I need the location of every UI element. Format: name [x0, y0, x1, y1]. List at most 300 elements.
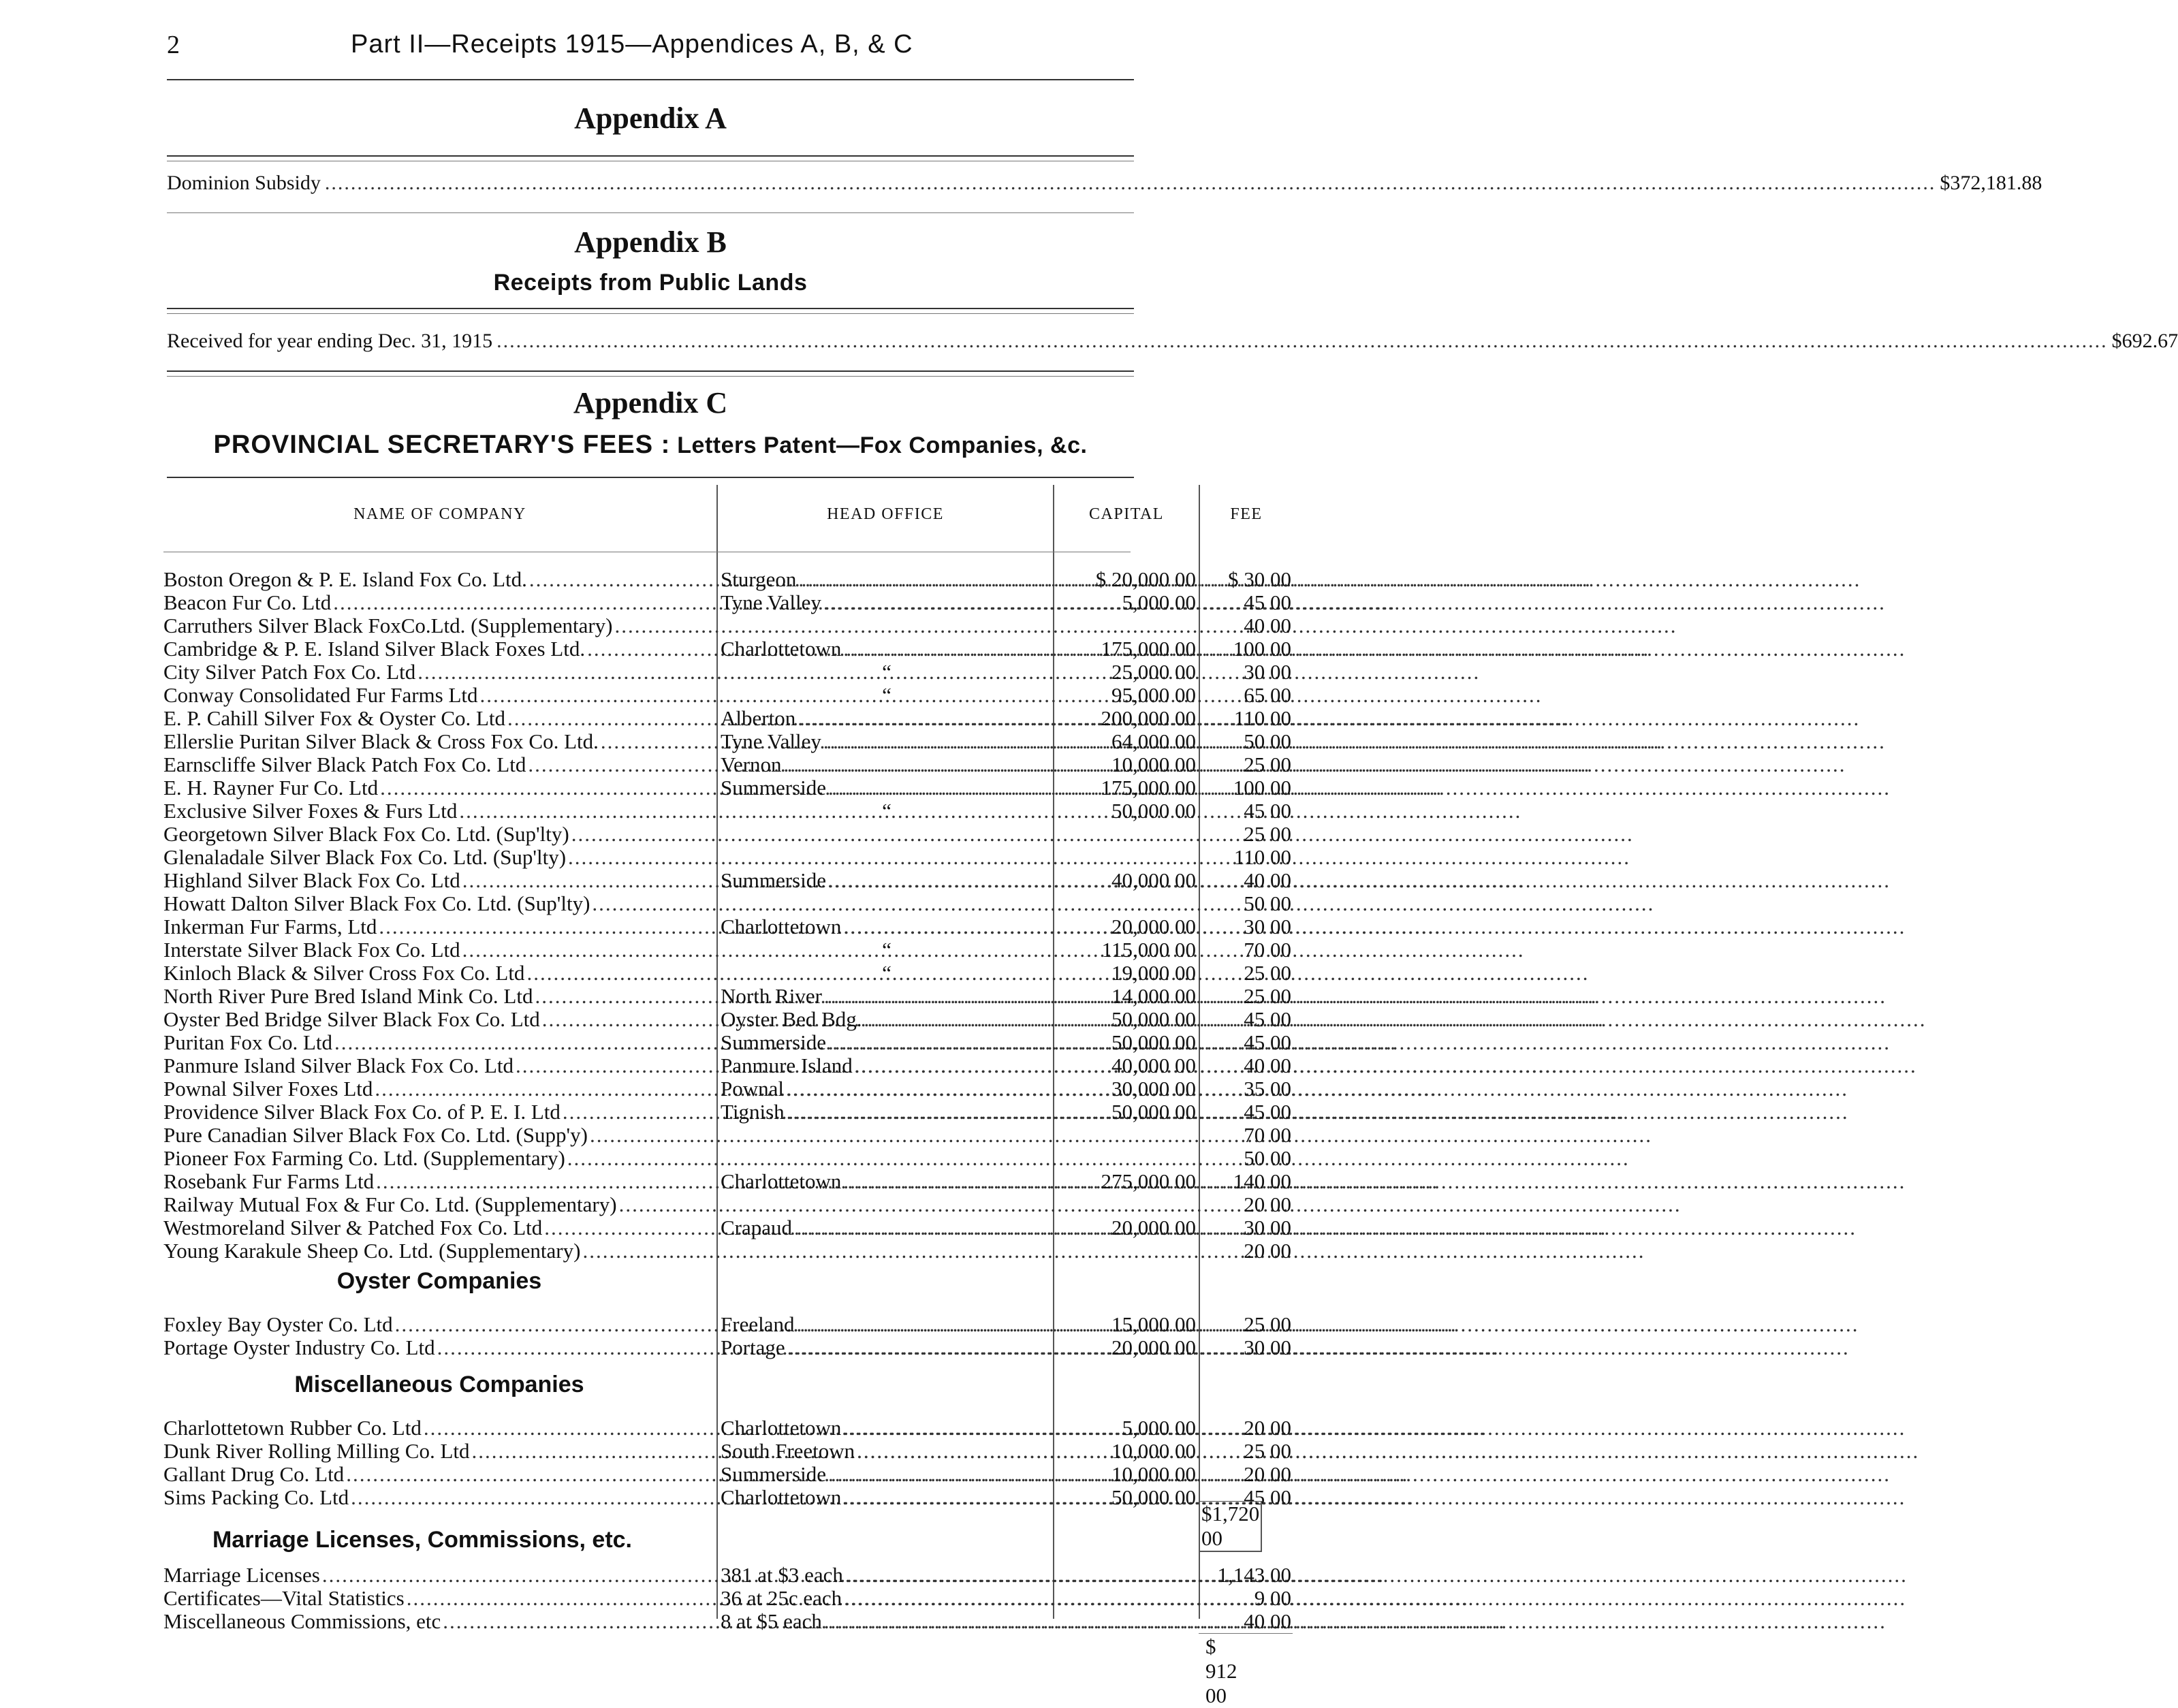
- head-office-cell: [721, 1008, 1053, 1031]
- leader-dots: [571, 823, 1634, 846]
- leader-dots: [864, 1008, 1927, 1031]
- company-name: Railway Mutual Fox & Fur Co. Ltd. (Supplementary): [163, 1192, 617, 1216]
- head-office-cell: [721, 684, 1053, 707]
- table-row: [163, 891, 1291, 915]
- page-number: 2: [167, 31, 180, 59]
- company-name: Young Karakule Sheep Co. Ltd. (Supplementary): [163, 1239, 581, 1263]
- fee-cell: 50 00: [1244, 729, 1291, 753]
- company-name: E. P. Cahill Silver Fox & Oyster Co. Ltd: [163, 706, 506, 730]
- company-name: Cambridge & P. E. Island Silver Black Foxes Ltd.: [163, 637, 586, 661]
- table-row: [163, 799, 1291, 823]
- company-name: Pure Canadian Silver Black Fox Co. Ltd. (Supp'y): [163, 1123, 588, 1147]
- leader-dots: [567, 1147, 1630, 1170]
- company-name: Earnscliffe Silver Black Patch Fox Co. Ltd: [163, 753, 526, 776]
- head-office: Tyne Valley: [721, 590, 821, 614]
- company-name: Inkerman Fur Farms, Ltd: [163, 915, 377, 938]
- marriage-total: $ 912 00: [1205, 1634, 1237, 1707]
- head-office: “: [882, 938, 891, 962]
- company-name-cell: [163, 661, 712, 684]
- company-name: Foxley Bay Oyster Co. Ltd: [163, 1312, 393, 1336]
- fee-cell: 20 00: [1244, 1416, 1291, 1440]
- fee-cell: 30 00: [1244, 915, 1291, 938]
- head-office: Pownal: [721, 1077, 784, 1101]
- head-office: 381 at $3 each: [721, 1563, 843, 1587]
- col-header-fee: FEE: [1230, 505, 1263, 523]
- leader-dots: [843, 1417, 1906, 1440]
- company-name-cell: [163, 1440, 712, 1463]
- head-office: Panmure Island: [721, 1054, 853, 1077]
- divider: [167, 313, 1134, 314]
- running-title: Part II—Receipts 1915—Appendices A, B, & C: [351, 30, 913, 59]
- table-row: [163, 660, 1291, 684]
- company-name: Oyster Bed Bridge Silver Black Fox Co. Ltd: [163, 1007, 540, 1031]
- table-row: [163, 567, 1291, 591]
- company-name: Conway Consolidated Fur Farms Ltd: [163, 683, 478, 707]
- leader-dots: [568, 846, 1630, 869]
- capital-cell: 25,000 00: [1111, 660, 1196, 684]
- subtitle-main: PROVINCIAL SECRETARY'S FEES :: [213, 430, 671, 459]
- company-name: Howatt Dalton Silver Black Fox Co. Ltd. (Sup'lty): [163, 891, 590, 915]
- head-office-cell: [721, 1336, 1053, 1359]
- table-row: [163, 1216, 1291, 1239]
- fee-cell: 9 00: [1254, 1586, 1291, 1610]
- capital-cell: 30,000 00: [1111, 1077, 1196, 1101]
- head-office-cell: [721, 1170, 1053, 1193]
- fee-cell: 50 00: [1244, 1146, 1291, 1170]
- head-office-cell: [721, 1077, 1053, 1101]
- table-row: [163, 1146, 1291, 1170]
- fee-cell: 20 00: [1244, 1462, 1291, 1486]
- fee-cell: 65 00: [1244, 683, 1291, 707]
- company-name-cell: [163, 1193, 712, 1216]
- head-office-cell: [721, 661, 1053, 684]
- head-office-cell: [721, 1610, 1053, 1633]
- company-name: Highland Silver Black Fox Co. Ltd: [163, 868, 460, 892]
- dominion-subsidy-line: [167, 172, 2042, 199]
- head-office-cell: [721, 1216, 1053, 1239]
- company-name-cell: [163, 1170, 712, 1193]
- head-office: 8 at $5 each: [721, 1609, 822, 1633]
- company-name: Westmoreland Silver & Patched Fox Co. Ltd: [163, 1216, 543, 1239]
- table-row: [163, 1007, 1291, 1031]
- leader-dots: [325, 172, 1936, 195]
- capital-cell: 50,000 00: [1111, 799, 1196, 823]
- leader-dots: [798, 568, 1861, 591]
- head-office: Sturgeon: [721, 567, 797, 591]
- company-name: Miscellaneous Commissions, etc: [163, 1609, 441, 1633]
- col-header-office: HEAD OFFICE: [827, 505, 944, 523]
- leader-dots: [855, 1054, 1917, 1077]
- company-name-cell: [163, 568, 712, 591]
- company-name-cell: [163, 1031, 712, 1054]
- company-name: Boston Oregon & P. E. Island Fox Co. Ltd.: [163, 567, 527, 591]
- capital-cell: 175,000 00: [1101, 637, 1196, 661]
- page-header: [167, 30, 1134, 64]
- line-label: Dominion Subsidy: [167, 172, 321, 194]
- company-name-cell: [163, 730, 712, 753]
- company-name-cell: [163, 1008, 712, 1031]
- capital-cell: 95,000 00: [1111, 683, 1196, 707]
- head-office: Crapaud: [721, 1216, 793, 1239]
- leader-dots: [845, 1564, 1908, 1587]
- fee-cell: 25 00: [1244, 822, 1291, 846]
- head-office-cell: [721, 1440, 1053, 1463]
- table-row: [163, 1563, 1291, 1587]
- head-office-cell: [721, 753, 1053, 776]
- head-office: Freeland: [721, 1312, 795, 1336]
- capital-cell: 19,000 00: [1111, 961, 1196, 985]
- capital-cell: 40,000 00: [1111, 868, 1196, 892]
- company-name-cell: [163, 753, 712, 776]
- leader-dots: [828, 776, 1891, 800]
- company-name: North River Pure Bred Island Mink Co. Ltd: [163, 984, 533, 1008]
- company-name: Glenaladale Silver Black Fox Co. Ltd. (Sup'lty): [163, 845, 567, 869]
- company-name: Exclusive Silver Foxes & Furs Ltd: [163, 799, 458, 823]
- leader-dots: [857, 1440, 1919, 1463]
- capital-cell: 175,000 00: [1101, 776, 1196, 800]
- table-row: [163, 753, 1291, 776]
- table-row: [163, 1609, 1291, 1633]
- table-row: [163, 1239, 1291, 1263]
- company-name-cell: [163, 1101, 712, 1124]
- divider: [167, 212, 1134, 213]
- head-office-cell: [721, 800, 1053, 823]
- oyster-section-title: Oyster Companies: [336, 1268, 542, 1294]
- fee-cell: 40 00: [1244, 614, 1291, 637]
- company-name: Dunk River Rolling Milling Co. Ltd: [163, 1439, 470, 1463]
- company-name-cell: [163, 614, 712, 637]
- company-name: Panmure Island Silver Black Fox Co. Ltd: [163, 1054, 514, 1077]
- table-row: [163, 961, 1291, 985]
- leader-dots: [828, 1031, 1891, 1054]
- appendix-c-title: Appendix C: [573, 386, 728, 420]
- head-office-cell: [721, 1101, 1053, 1124]
- table-row: [163, 845, 1291, 869]
- capital-cell: 115,000 00: [1101, 938, 1196, 962]
- table-row: [163, 1192, 1291, 1216]
- head-office-cell: [721, 1564, 1053, 1587]
- company-name: Marriage Licenses: [163, 1563, 320, 1587]
- capital-cell: 64,000 00: [1111, 729, 1196, 753]
- head-office-cell: [721, 985, 1053, 1008]
- divider: [167, 477, 1134, 478]
- companies-total: $1,720 00: [1199, 1501, 1262, 1552]
- company-name-cell: [163, 637, 712, 661]
- head-office: South Freetown: [721, 1439, 855, 1463]
- fee-cell: 20 00: [1244, 1239, 1291, 1263]
- table-row: [163, 1335, 1291, 1359]
- total-rule: [1199, 1633, 1293, 1634]
- head-office-cell: [721, 869, 1053, 892]
- header-rule: [167, 79, 1134, 80]
- head-office: Summerside: [721, 868, 826, 892]
- company-name: Ellerslie Puritan Silver Black & Cross Fox Co. Ltd.: [163, 729, 599, 753]
- company-name: Certificates—Vital Statistics: [163, 1586, 405, 1610]
- company-name-cell: [163, 1077, 712, 1101]
- company-name: Kinloch Black & Silver Cross Fox Co. Ltd: [163, 961, 525, 985]
- table-row: [163, 1169, 1291, 1193]
- table-row: [163, 1439, 1291, 1463]
- company-name-cell: [163, 776, 712, 800]
- leader-dots: [619, 1193, 1682, 1216]
- appendix-c-subtitle: [167, 430, 1134, 460]
- leader-dots: [798, 707, 1860, 730]
- leader-dots: [615, 614, 1677, 637]
- head-office-cell: [721, 1587, 1053, 1610]
- head-office: Summerside: [721, 776, 826, 800]
- head-office-cell: [721, 637, 1053, 661]
- leader-dots: [843, 1486, 1906, 1509]
- company-name-cell: [163, 915, 712, 938]
- capital-cell: 200,000 00: [1101, 706, 1196, 730]
- leader-dots: [496, 330, 2108, 353]
- leader-dots: [824, 1610, 1887, 1633]
- fee-cell: 45 00: [1244, 1007, 1291, 1031]
- company-name-cell: [163, 846, 712, 869]
- table-row: [163, 1077, 1291, 1101]
- company-name: Pioneer Fox Farming Co. Ltd. (Supplementary): [163, 1146, 565, 1170]
- leader-dots: [844, 1587, 1906, 1610]
- leader-dots: [592, 892, 1654, 915]
- fee-cell: 25 00: [1244, 961, 1291, 985]
- table-row: [163, 822, 1291, 846]
- table-row: [163, 1054, 1291, 1077]
- fee-cell: 70 00: [1244, 1123, 1291, 1147]
- fee-cell: 40 00: [1244, 1609, 1291, 1633]
- fees-table: [163, 485, 1291, 1707]
- company-name-cell: [163, 1463, 712, 1486]
- company-name-cell: [163, 1313, 712, 1336]
- fee-cell: 40 00: [1244, 1054, 1291, 1077]
- leader-dots: [796, 1313, 1859, 1336]
- capital-cell: 20,000 00: [1111, 915, 1196, 938]
- fee-cell: 70 00: [1244, 938, 1291, 962]
- company-name: Interstate Silver Black Fox Co. Ltd: [163, 938, 460, 962]
- capital-cell: 10,000 00: [1111, 753, 1196, 776]
- table-row: [163, 1416, 1291, 1440]
- head-office-cell: [721, 1486, 1053, 1509]
- capital-cell: 20,000 00: [1111, 1216, 1196, 1239]
- head-office-cell: [721, 1031, 1053, 1054]
- fee-cell: 40 00: [1244, 868, 1291, 892]
- head-office: Alberton: [721, 706, 796, 730]
- head-office: 36 at 25c each: [721, 1586, 842, 1610]
- table-row: [163, 683, 1291, 707]
- fee-cell: 30 00: [1244, 660, 1291, 684]
- company-name: Sims Packing Co. Ltd: [163, 1485, 349, 1509]
- table-row: [163, 590, 1291, 614]
- head-office-cell: [721, 776, 1053, 800]
- head-office-cell: [721, 915, 1053, 938]
- leader-dots: [787, 1336, 1850, 1359]
- company-name-cell: [163, 1147, 712, 1170]
- fee-cell: 100 00: [1233, 776, 1291, 800]
- head-office: Summerside: [721, 1030, 826, 1054]
- leader-dots: [828, 869, 1891, 892]
- head-office-cell: [721, 1313, 1053, 1336]
- head-office: Charlottetown: [721, 1169, 842, 1193]
- leader-dots: [787, 1101, 1849, 1124]
- capital-cell: 275,000 00: [1101, 1169, 1196, 1193]
- fee-cell: 45 00: [1244, 1030, 1291, 1054]
- leader-dots: [828, 1463, 1891, 1486]
- capital-cell: 50,000 00: [1111, 1030, 1196, 1054]
- line-amount: $372,181.88: [1940, 172, 2042, 194]
- table-row: [163, 1123, 1291, 1147]
- head-office: Tignish: [721, 1100, 785, 1124]
- company-name-cell: [163, 707, 712, 730]
- fee-cell: 35 00: [1244, 1077, 1291, 1101]
- fee-cell: 25 00: [1244, 1439, 1291, 1463]
- capital-cell: 14,000 00: [1111, 984, 1196, 1008]
- leader-dots: [823, 591, 1886, 614]
- head-office-cell: [721, 1054, 1053, 1077]
- table-row: [163, 938, 1291, 962]
- capital-cell: 50,000 00: [1111, 1100, 1196, 1124]
- leader-dots: [784, 753, 1846, 776]
- divider: [167, 155, 1134, 157]
- misc-section-title: Miscellaneous Companies: [294, 1372, 584, 1397]
- head-office-cell: [721, 568, 1053, 591]
- leader-dots: [823, 730, 1886, 753]
- table-row: [163, 984, 1291, 1008]
- capital-cell: 20,000 00: [1111, 1335, 1196, 1359]
- company-name-cell: [163, 1564, 712, 1587]
- head-office: Vernon: [721, 753, 782, 776]
- leader-dots: [582, 1239, 1645, 1263]
- table-row: [163, 776, 1291, 800]
- table-row: [163, 637, 1291, 661]
- company-name: Carruthers Silver Black FoxCo.Ltd. (Supplementary): [163, 614, 613, 637]
- capital-cell: 10,000 00: [1111, 1439, 1196, 1463]
- leader-dots: [590, 1124, 1652, 1147]
- table-row: [163, 1462, 1291, 1486]
- fee-cell: 1,143 00: [1217, 1563, 1291, 1587]
- company-name: Georgetown Silver Black Fox Co. Ltd. (Sup'lty): [163, 822, 569, 846]
- col-header-name: NAME OF COMPANY: [353, 505, 526, 523]
- company-name-cell: [163, 869, 712, 892]
- head-office-cell: [721, 591, 1053, 614]
- company-name: Charlottetown Rubber Co. Ltd: [163, 1416, 422, 1440]
- fee-cell: 30 00: [1244, 1216, 1291, 1239]
- table-row: [163, 1030, 1291, 1054]
- capital-cell: 50,000 00: [1111, 1485, 1196, 1509]
- head-office: Charlottetown: [721, 637, 842, 661]
- subtitle-rest: Letters Patent—Fox Companies, &c.: [677, 432, 1088, 458]
- fee-cell: 110 00: [1233, 845, 1291, 869]
- public-lands-line: [167, 330, 2178, 357]
- capital-cell: 15,000 00: [1111, 1312, 1196, 1336]
- company-name-cell: [163, 938, 712, 962]
- leader-dots: [843, 915, 1906, 938]
- company-name-cell: [163, 1336, 712, 1359]
- head-office: Oyster Bed Bdg.: [721, 1007, 862, 1031]
- fee-cell: 100 00: [1233, 637, 1291, 661]
- head-office: Charlottetown: [721, 915, 842, 938]
- company-name-cell: [163, 1239, 712, 1263]
- capital-cell: 50,000 00: [1111, 1007, 1196, 1031]
- company-name: E. H. Rayner Fur Co. Ltd: [163, 776, 379, 800]
- head-office: “: [882, 961, 891, 985]
- company-name: Pownal Silver Foxes Ltd: [163, 1077, 373, 1101]
- fee-cell: 25 00: [1244, 1312, 1291, 1336]
- appendix-a-title: Appendix A: [574, 101, 727, 135]
- company-name-cell: [163, 985, 712, 1008]
- capital-cell: 10,000 00: [1111, 1462, 1196, 1486]
- leader-dots: [824, 985, 1887, 1008]
- capital-cell: 5,000 00: [1122, 1416, 1196, 1440]
- appendix-b-subtitle: Receipts from Public Lands: [493, 270, 808, 296]
- company-name: City Silver Patch Fox Co. Ltd: [163, 660, 416, 684]
- capital-cell: 5,000 00: [1122, 590, 1196, 614]
- company-name: Puritan Fox Co. Ltd: [163, 1030, 333, 1054]
- fee-cell: 45 00: [1244, 590, 1291, 614]
- head-office: North River: [721, 984, 822, 1008]
- leader-dots: [843, 637, 1906, 661]
- fee-cell: $ 30 00: [1228, 567, 1291, 591]
- fee-cell: 110 00: [1233, 706, 1291, 730]
- fee-cell: 25 00: [1244, 984, 1291, 1008]
- company-name: Portage Oyster Industry Co. Ltd: [163, 1335, 435, 1359]
- table-row: [163, 915, 1291, 938]
- head-office-cell: [721, 1463, 1053, 1486]
- leader-dots: [786, 1077, 1848, 1101]
- company-name-cell: [163, 1216, 712, 1239]
- company-name-cell: [163, 591, 712, 614]
- company-name-cell: [163, 1587, 712, 1610]
- company-name-cell: [163, 684, 712, 707]
- company-name: Rosebank Fur Farms Ltd: [163, 1169, 375, 1193]
- capital-cell: $ 20,000 00: [1095, 567, 1196, 591]
- company-name-cell: [163, 800, 712, 823]
- fee-cell: 140 00: [1233, 1169, 1291, 1193]
- table-row: [163, 1100, 1291, 1124]
- head-office: “: [882, 799, 891, 823]
- head-office-cell: [721, 962, 1053, 985]
- head-office-cell: [721, 730, 1053, 753]
- fee-cell: 45 00: [1244, 1100, 1291, 1124]
- divider: [167, 308, 1134, 309]
- company-name-cell: [163, 892, 712, 915]
- table-row: [163, 1586, 1291, 1610]
- divider: [167, 376, 1134, 377]
- table-row: [163, 729, 1291, 753]
- fee-cell: 45 00: [1244, 1485, 1291, 1509]
- head-office: Charlottetown: [721, 1485, 842, 1509]
- company-name-cell: [163, 1417, 712, 1440]
- fee-cell: 25 00: [1244, 753, 1291, 776]
- head-office: Summerside: [721, 1462, 826, 1486]
- head-office-cell: [721, 1417, 1053, 1440]
- head-office: Portage: [721, 1335, 785, 1359]
- table-row: [163, 868, 1291, 892]
- fee-cell: 45 00: [1244, 799, 1291, 823]
- fee-cell: 20 00: [1244, 1192, 1291, 1216]
- company-name-cell: [163, 823, 712, 846]
- company-name-cell: [163, 1054, 712, 1077]
- capital-cell: 40,000 00: [1111, 1054, 1196, 1077]
- head-office: “: [882, 683, 891, 707]
- table-row: [163, 1312, 1291, 1336]
- head-office-cell: [721, 938, 1053, 962]
- appendix-b-title: Appendix B: [574, 225, 727, 259]
- company-name: Providence Silver Black Fox Co. of P. E. I. Ltd: [163, 1100, 561, 1124]
- leader-dots: [794, 1216, 1857, 1239]
- marriage-section-title: Marriage Licenses, Commissions, etc.: [212, 1527, 633, 1553]
- company-name: Beacon Fur Co. Ltd: [163, 590, 332, 614]
- head-office: Charlottetown: [721, 1416, 842, 1440]
- line-label: Received for year ending Dec. 31, 1915: [167, 330, 493, 352]
